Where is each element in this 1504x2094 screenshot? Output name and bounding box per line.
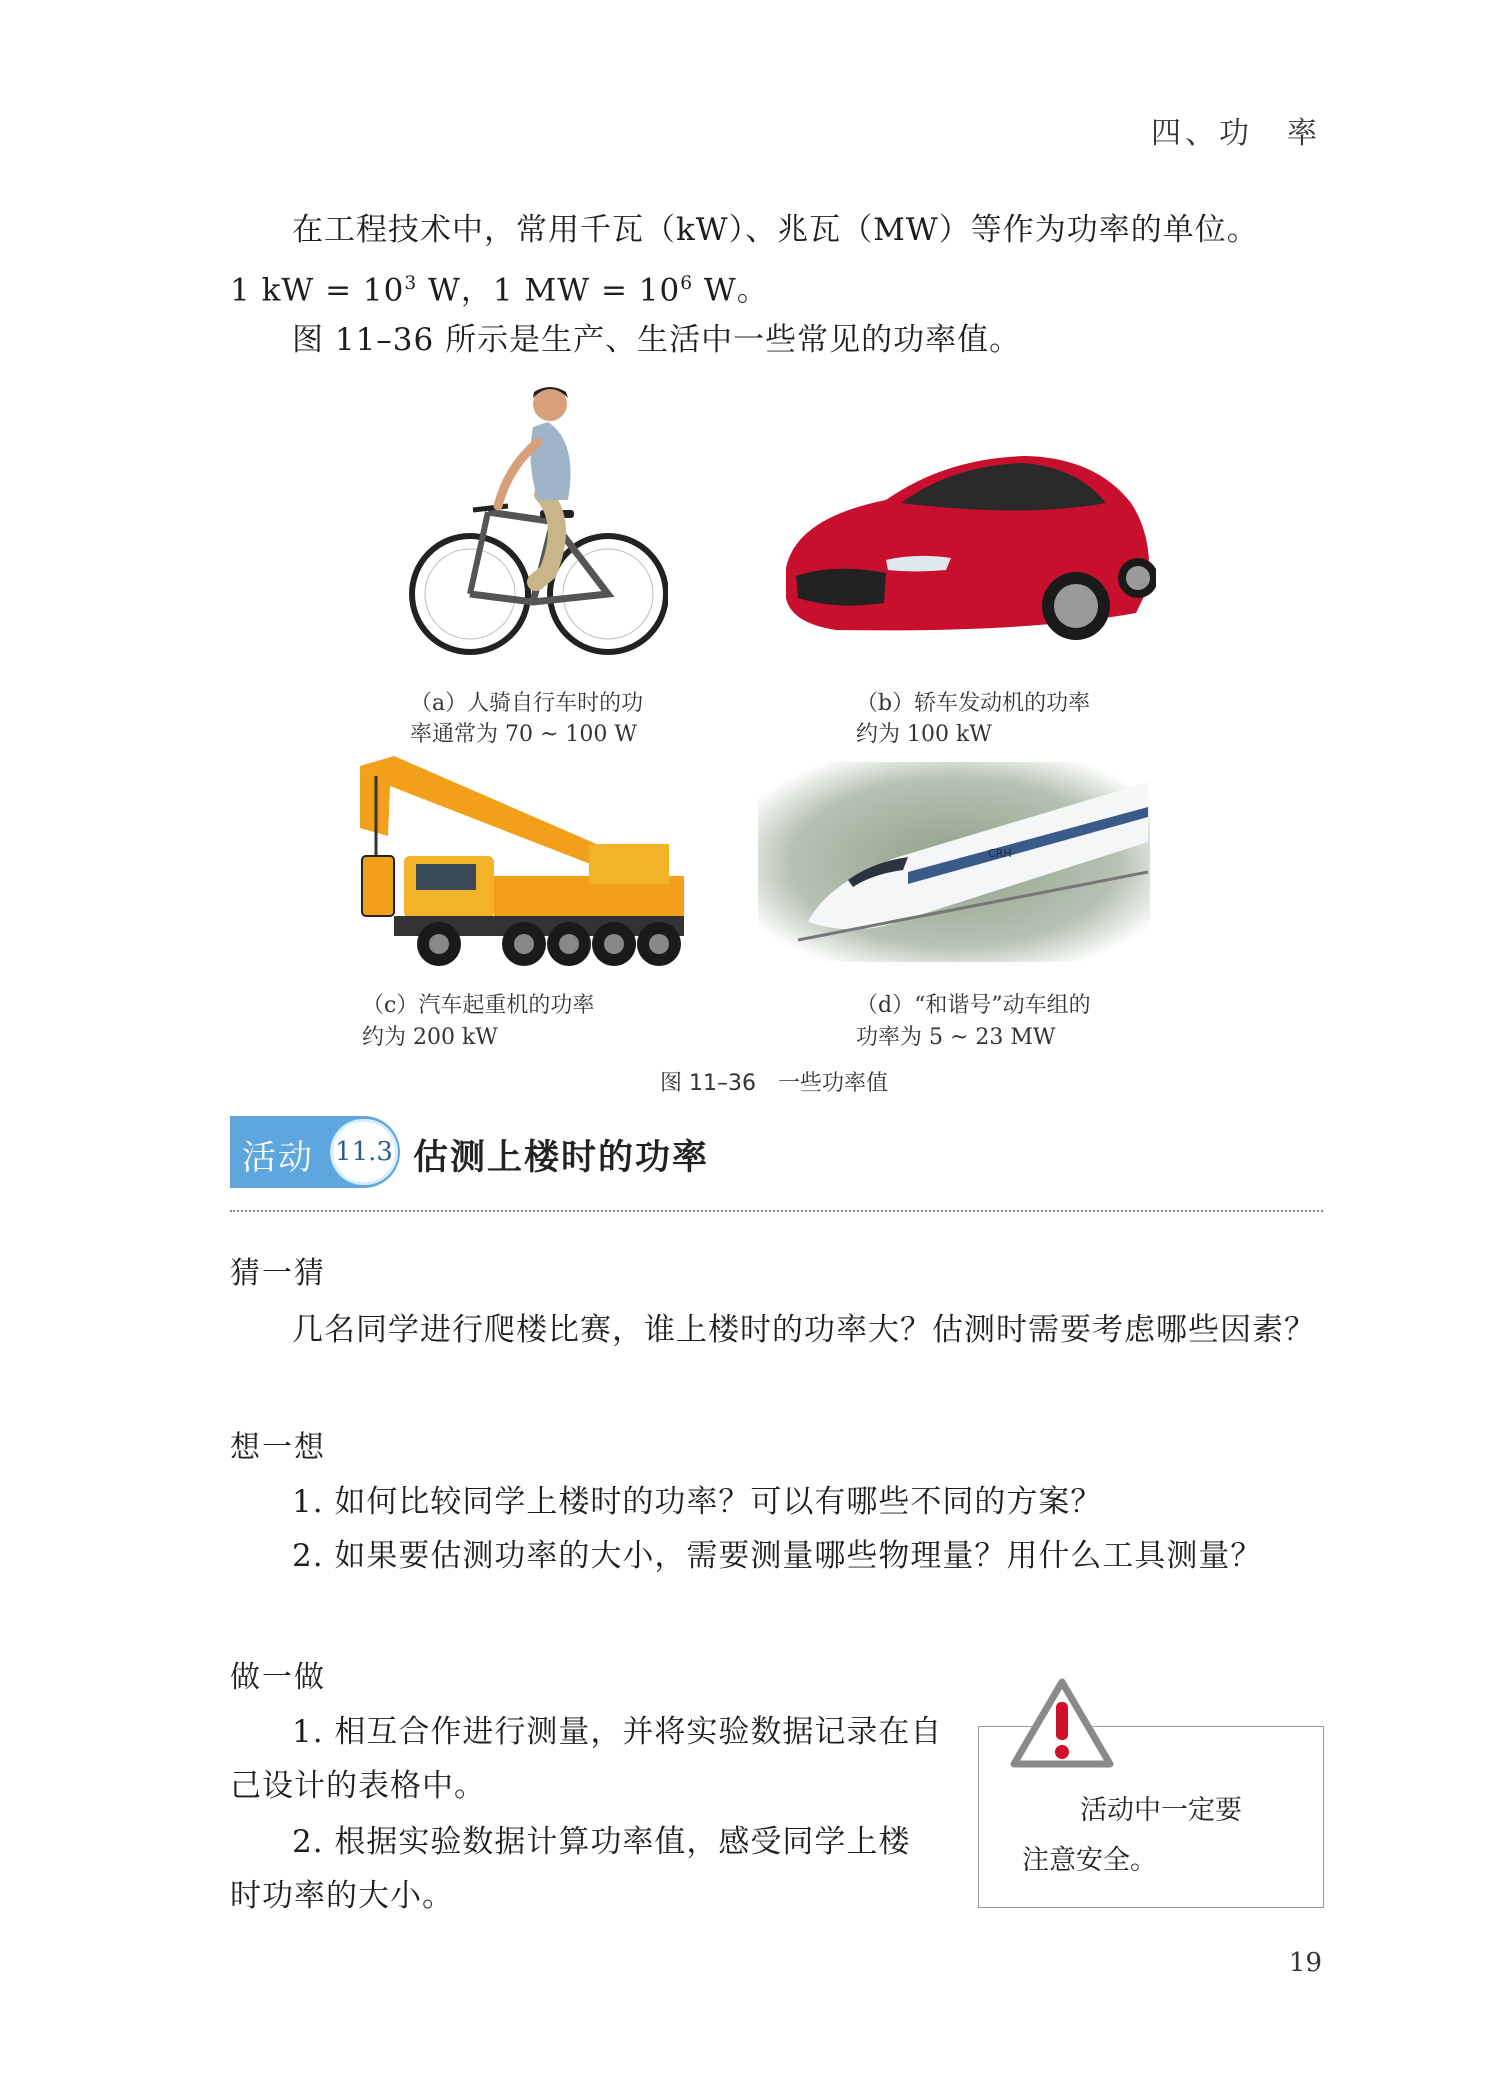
caption-c-line1: （c）汽车起重机的功率 [362,993,595,1018]
crane-image [354,756,690,980]
paragraph-units-line1: 在工程技术中，常用千瓦（kW）、兆瓦（MW）等作为功率的单位。 [292,212,1259,248]
caption-d-line1: （d）“和谐号”动车组的 [856,993,1091,1018]
do-item-2-line1: 2. 根据实验数据计算功率值，感受同学上楼 [292,1824,911,1860]
activity-label: 活动 [242,1138,314,1178]
cyclist-image [408,382,668,672]
activity-number: 11.3 [333,1122,395,1182]
paragraph-figure-intro: 图 11–36 所示是生产、生活中一些常见的功率值。 [292,322,1022,358]
caption-a-line1: （a）人骑自行车时的功 [410,691,644,716]
chapter-header: 四、功 率 [1151,116,1321,151]
safety-note-line2: 注意安全。 [1022,1845,1157,1876]
divider [230,1210,1323,1212]
caption-d-line2: 功率为 5 ~ 23 MW [856,1025,1056,1050]
do-item-1-line2: 己设计的表格中。 [230,1768,486,1804]
warning-icon [1010,1676,1114,1770]
paragraph-units-line2: 1 kW = $10^3$ W，1 MW = $10^6$ W。 [230,272,769,309]
caption-c-line2: 约为 200 kW [362,1025,498,1050]
train-logo: CRH [988,847,1012,860]
do-item-2-line2: 时功率的大小。 [230,1878,454,1914]
heading-think: 想一想 [230,1430,326,1465]
think-item-1: 1. 如何比较同学上楼时的功率？可以有哪些不同的方案？ [292,1484,1103,1520]
train-image [758,762,1150,962]
guess-text: 几名同学进行爬楼比赛，谁上楼时的功率大？估测时需要考虑哪些因素？ [292,1312,1316,1348]
caption-a-line2: 率通常为 70 ~ 100 W [410,722,638,747]
car-image [776,448,1156,658]
caption-b-line1: （b）轿车发动机的功率 [856,691,1091,716]
heading-guess: 猜一猜 [230,1256,326,1291]
heading-do: 做一做 [230,1660,326,1695]
figure-title: 图 11–36 一些功率值 [660,1071,888,1096]
caption-b-line2: 约为 100 kW [856,722,992,747]
page-number: 19 [1288,1948,1322,1978]
safety-note-line1: 活动中一定要 [1080,1795,1242,1826]
activity-title: 估测上楼时的功率 [413,1138,710,1178]
do-item-1-line1: 1. 相互合作进行测量，并将实验数据记录在自 [292,1714,943,1750]
think-item-2: 2. 如果要估测功率的大小，需要测量哪些物理量？用什么工具测量？ [292,1538,1263,1574]
